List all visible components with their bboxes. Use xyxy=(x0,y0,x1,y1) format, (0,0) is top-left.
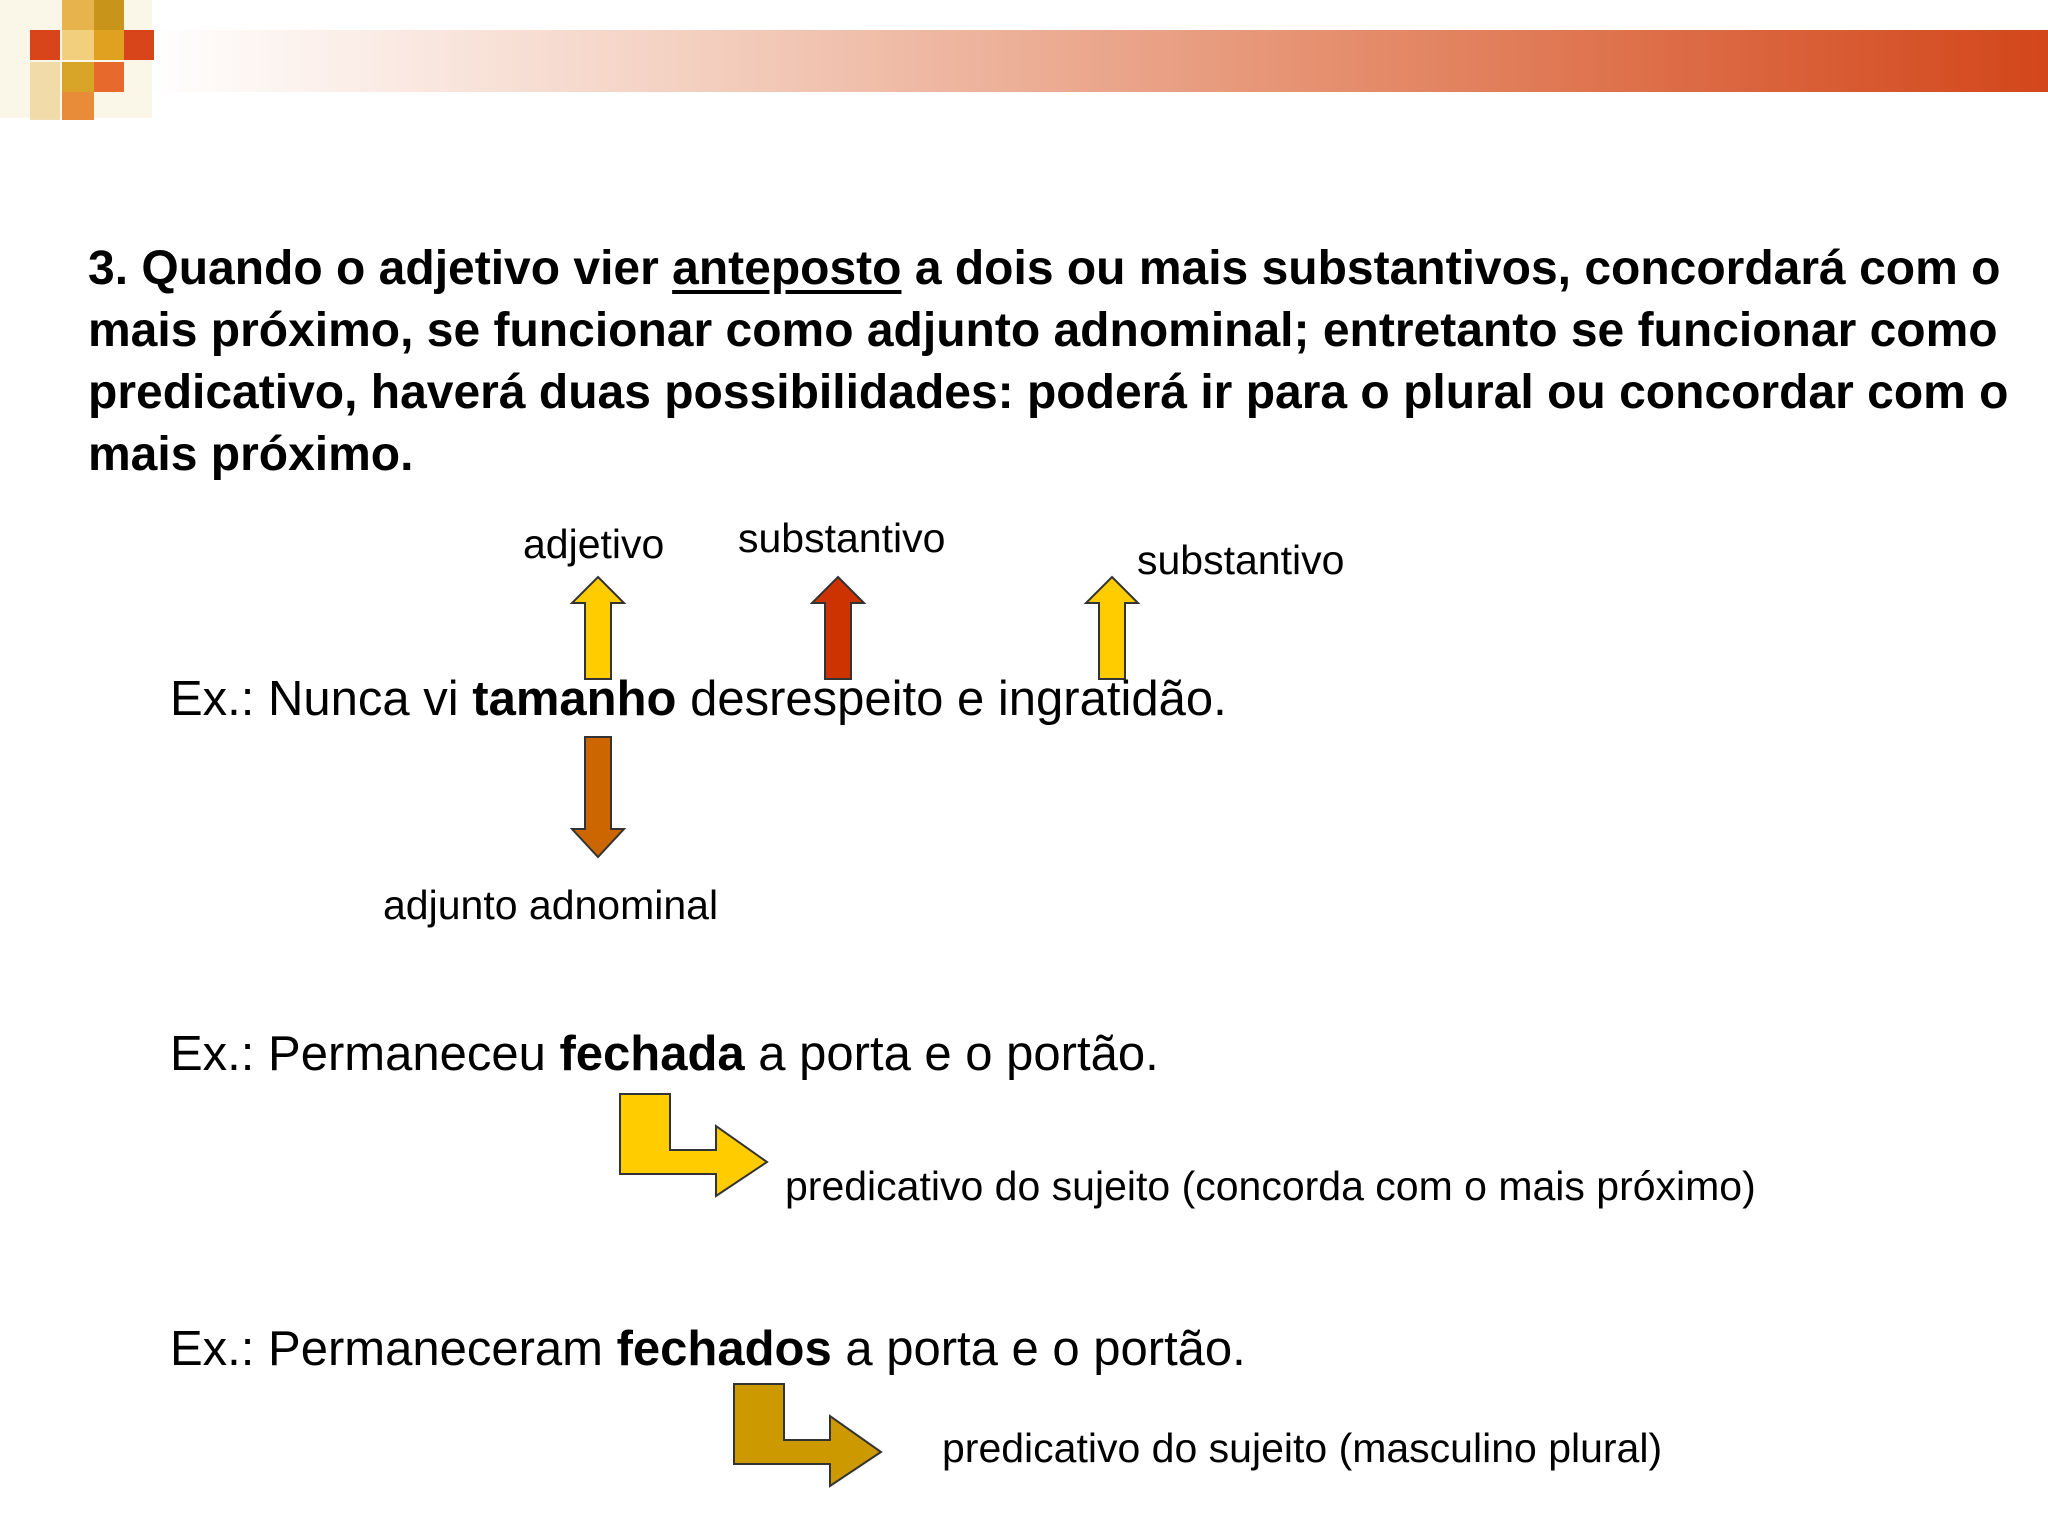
arrow-up-icon-substantivo-2 xyxy=(1084,575,1140,681)
rule-keyword-underlined: anteposto xyxy=(672,242,902,295)
arrow-up-icon-adjetivo xyxy=(570,575,626,681)
rule-paragraph xyxy=(88,238,2038,486)
example-2-bold-word: fechada xyxy=(559,1027,745,1081)
label-substantivo-2: substantivo xyxy=(1137,537,1345,583)
example-1-bold-word: tamanho xyxy=(472,672,677,726)
example-3-note: predicativo do sujeito (masculino plural) xyxy=(942,1425,1663,1471)
label-adjunto-adnominal: adjunto adnominal xyxy=(383,882,719,928)
arrow-down-icon xyxy=(570,735,626,859)
bent-arrow-icon-1 xyxy=(618,1092,770,1200)
label-substantivo-1: substantivo xyxy=(738,515,946,561)
label-adjetivo: adjetivo xyxy=(523,521,665,567)
example-1-sentence: Ex.: Nunca vi tamanho desrespeito e ingratidão. xyxy=(170,672,1227,726)
example-3-bold-word: fechados xyxy=(616,1322,832,1376)
arrow-up-icon-substantivo-1 xyxy=(810,575,866,681)
rule-text-start: 3. Quando o adjetivo vier xyxy=(88,242,673,295)
header-logo-squares xyxy=(0,0,160,125)
example-3-sentence: Ex.: Permaneceram fechados a porta e o portão. xyxy=(170,1322,1246,1376)
bent-arrow-icon-2 xyxy=(732,1382,884,1490)
rule-text-rest: a dois ou mais substantivos, concordará com o mais próximo, se funcionar como adjunto adnominal; entretanto se funcionar como predicativo, haverá duas possibilidades: poderá ir para o plural ou concordar com o mais próximo. xyxy=(88,242,2009,481)
example-2-sentence: Ex.: Permaneceu fechada a porta e o portão. xyxy=(170,1027,1159,1081)
example-2-note: predicativo do sujeito (concorda com o mais próximo) xyxy=(785,1163,1756,1209)
header-gradient-bar xyxy=(150,30,2048,92)
